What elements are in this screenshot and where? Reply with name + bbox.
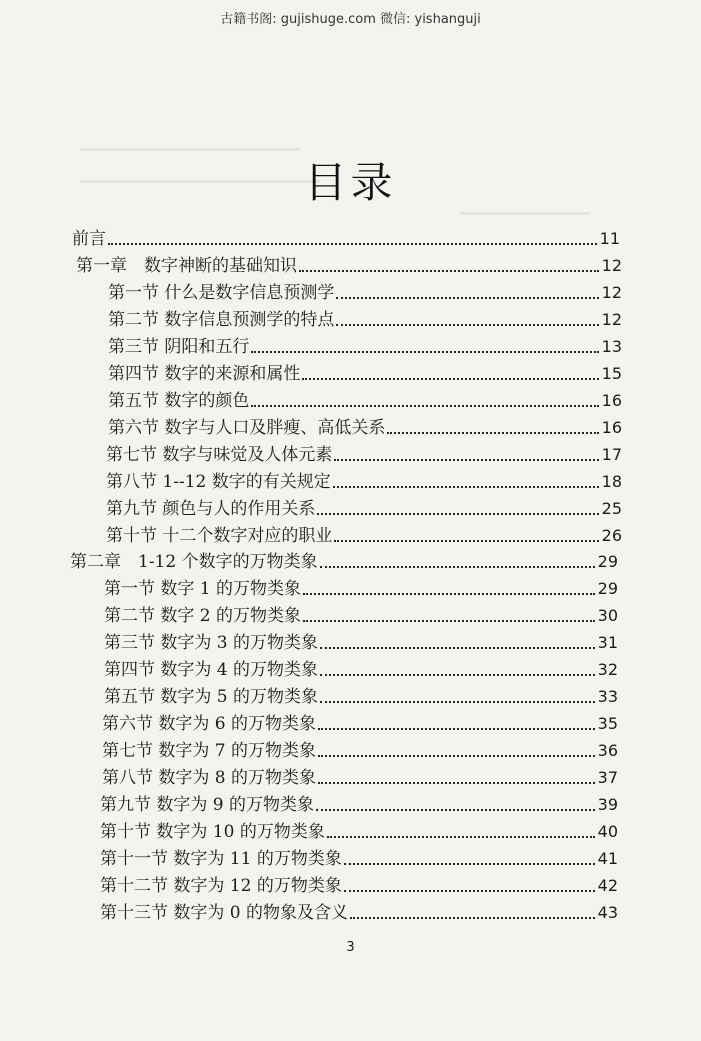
toc-entry-title: 第五节 数字的颜色 [108, 391, 250, 411]
toc-entry-page: 41 [597, 849, 618, 868]
toc-entry-page: 36 [597, 741, 618, 760]
toc-section-row [104, 682, 618, 708]
toc-entry-page: 32 [597, 660, 618, 679]
dot-leader [316, 809, 595, 811]
toc-entry-title: 第四节 数字的来源和属性 [108, 364, 301, 384]
toc-section-row [104, 655, 618, 681]
toc-chapter-row [70, 547, 618, 573]
toc-section-row [102, 763, 618, 789]
toc-entry-page: 29 [597, 579, 618, 598]
dot-leader [251, 405, 598, 407]
dot-leader [317, 513, 598, 515]
toc-entry-title: 第六节 数字为 6 的万物类象 [102, 714, 317, 734]
toc-section-row [108, 413, 622, 439]
dot-leader [387, 432, 598, 434]
toc-entry-title: 第九节 数字为 9 的万物类象 [100, 795, 315, 815]
toc-entry-title: 第十节 十二个数字对应的职业 [106, 526, 333, 546]
dot-leader [336, 324, 598, 326]
toc-entry-title: 第四节 数字为 4 的万物类象 [104, 660, 319, 680]
toc-entry-title: 第一章 数字神断的基础知识 [76, 256, 297, 276]
toc-entry-page: 13 [601, 337, 622, 356]
toc-entry-page: 11 [599, 229, 620, 248]
toc-entry-page: 33 [597, 687, 618, 706]
toc-section-row [106, 467, 622, 493]
dot-leader [327, 836, 595, 838]
toc-entry-page: 15 [601, 364, 622, 383]
toc-section-row [106, 521, 622, 547]
toc-section-row [106, 440, 622, 466]
toc-section-row [108, 278, 622, 304]
toc-entry-title: 第十三节 数字为 0 的物象及含义 [100, 903, 349, 923]
toc-chapter-row [76, 251, 622, 277]
dot-leader [251, 351, 598, 353]
dot-leader [108, 243, 597, 245]
toc-entry-title: 第一节 数字 1 的万物类象 [104, 579, 302, 599]
dot-leader [318, 728, 595, 730]
toc-entry-title: 第三节 数字为 3 的万物类象 [104, 633, 319, 653]
toc-entry-page: 16 [601, 391, 622, 410]
dot-leader [334, 540, 598, 542]
toc-section-row [104, 628, 618, 654]
toc-section-row [106, 494, 622, 520]
toc-entry-page: 31 [597, 633, 618, 652]
dot-leader [318, 782, 595, 784]
toc-entry-title: 第五节 数字为 5 的万物类象 [104, 687, 319, 707]
toc-entry-page: 26 [601, 526, 622, 545]
toc-entry-title: 第十二节 数字为 12 的万物类象 [100, 876, 342, 896]
toc-section-row [104, 601, 618, 627]
toc-section-row [100, 898, 618, 924]
toc-entry-title: 第八节 1--12 数字的有关规定 [106, 472, 331, 492]
toc-entry-page: 16 [601, 418, 622, 437]
dot-leader [344, 890, 595, 892]
toc-entry-page: 25 [601, 499, 622, 518]
toc-entry-page: 12 [601, 283, 622, 302]
toc-entry-title: 第二节 数字 2 的万物类象 [104, 606, 302, 626]
toc-entry-page: 12 [601, 310, 622, 329]
toc-entry-title: 第一节 什么是数字信息预测学 [108, 283, 335, 303]
dot-leader [303, 620, 595, 622]
toc-entry-title: 第二节 数字信息预测学的特点 [108, 310, 335, 330]
dot-leader [302, 378, 598, 380]
toc-section-row [108, 332, 622, 358]
toc-entry-page: 29 [597, 552, 618, 571]
dot-leader [320, 674, 595, 676]
toc-section-row [100, 790, 618, 816]
toc-entry-page: 35 [597, 714, 618, 733]
toc-entry-page: 37 [597, 768, 618, 787]
toc-entry-title: 第十节 数字为 10 的万物类象 [100, 822, 325, 842]
toc-section-row [108, 386, 622, 412]
toc-entry-title: 第十一节 数字为 11 的万物类象 [100, 849, 342, 869]
toc-entry-page: 42 [597, 876, 618, 895]
bleed-through-mark [460, 212, 590, 215]
toc-entry-title: 第八节 数字为 8 的万物类象 [102, 768, 317, 788]
toc-entry-page: 43 [597, 903, 618, 922]
toc-section-row [102, 709, 618, 735]
toc-section-row [102, 736, 618, 762]
toc-entry-page: 12 [601, 256, 622, 275]
page-number: 3 [346, 940, 355, 955]
dot-leader [320, 647, 595, 649]
toc-entry-title: 前言 [72, 229, 106, 249]
toc-section-row [108, 305, 622, 331]
watermark: 古籍书阁: gujishuge.com 微信: yishanguji [220, 12, 481, 27]
toc-section-row [108, 359, 622, 385]
dot-leader [344, 863, 595, 865]
toc-chapter-row [72, 224, 620, 250]
toc-entry-page: 18 [601, 472, 622, 491]
page-title: 目录 [304, 158, 397, 207]
toc-entry-title: 第七节 数字为 7 的万物类象 [102, 741, 317, 761]
toc-entry-page: 40 [597, 822, 618, 841]
toc-entry-title: 第六节 数字与人口及胖瘦、高低关系 [108, 418, 386, 438]
toc-entry-title: 第二章 1-12 个数字的万物类象 [70, 552, 318, 572]
toc-entry-title: 第三节 阴阳和五行 [108, 337, 250, 357]
toc-entry-title: 第九节 颜色与人的作用关系 [106, 499, 316, 519]
dot-leader [350, 917, 595, 919]
toc-section-row [100, 817, 618, 843]
dot-leader [318, 755, 595, 757]
dot-leader [299, 270, 599, 272]
dot-leader [320, 566, 595, 568]
toc-section-row [100, 844, 618, 870]
toc-entry-page: 17 [601, 445, 622, 464]
toc-section-row [100, 871, 618, 897]
toc-entry-title: 第七节 数字与味觉及人体元素 [106, 445, 333, 465]
dot-leader [334, 459, 598, 461]
toc-entry-page: 30 [597, 606, 618, 625]
toc-section-row [104, 574, 618, 600]
dot-leader [303, 593, 595, 595]
dot-leader [320, 701, 595, 703]
toc-entry-page: 39 [597, 795, 618, 814]
dot-leader [336, 297, 598, 299]
dot-leader [333, 486, 599, 488]
